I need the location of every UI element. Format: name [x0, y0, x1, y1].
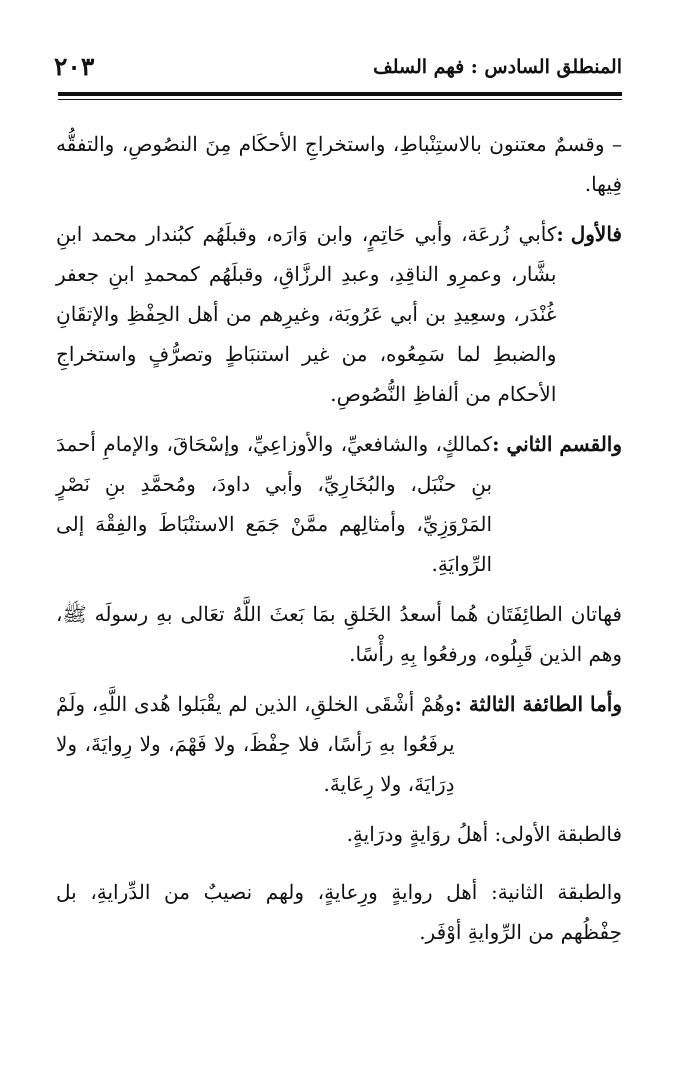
paragraph-second-group-text: كمالكٍ، والشافعيِّ، والأوزاعِيِّ، وإسْحَاقَ، والإمامِ أحمدَ بنِ حنْبَل، والبُخَارِيِّ، وأبي داودَ، ومُحمَّدِ بنِ نَصْرٍ المَرْوَزِيِّ، وأمثالِهم ممَّنْ جَمَع الاستنْبَاطَ والفِقْهَ إلى الرِّوايَةِ.	[56, 432, 493, 576]
paragraph-intro-text: – وقسمٌ معتنون بالاستِنْباطِ، واستخراجِ الأحكَام مِنَ النصُوصِ، والتفقُّه فِيها.	[56, 132, 622, 196]
running-title: المنطلق السادس : فهم السلف	[373, 56, 622, 78]
paragraph-second-group-label: والقسم الثاني :	[492, 432, 622, 456]
paragraph-third-group	[56, 684, 622, 804]
paragraph-second-class-text: والطبقة الثانية: أهل روايةٍ ورِعايةٍ، ولهم نصيبٌ من الدِّرايةِ، بل حِفْظُهم من الرِّوايةِ أوْفَر.	[56, 880, 622, 944]
paragraph-two-groups-text: فهاتان الطائِفَتَان هُما أسعدُ الخَلقِ بمَا بَعثَ اللَّهُ تعَالى بهِ رسولَه ﷺ، وهم الذين قَبِلُوه، ورفعُوا بِهِ رأْسًا.	[56, 602, 622, 666]
paragraph-two-groups	[56, 594, 622, 674]
page-body	[56, 124, 622, 962]
paragraph-first-class	[56, 814, 622, 854]
paragraph-third-group-text: وهُمْ أشْقَى الخلقِ، الذين لم يقْبَلوا هُدى اللَّهِ، ولَمْ يرفَعُوا بهِ رَأسًا، فلا حِفْظَ، ولا فَهْمَ، ولا رِوايَةَ، ولا دِرَايَةَ، ولا رِعَايةَ.	[56, 692, 455, 796]
paragraph-intro	[56, 124, 622, 204]
paragraph-second-class	[56, 872, 622, 952]
paragraph-first-group	[56, 214, 622, 414]
paragraph-second-group	[56, 424, 622, 584]
paragraph-third-group-label: وأما الطائفة الثالثة :	[454, 692, 622, 716]
paragraph-first-group-text: كأبي زُرعَة، وأبي حَاتِمٍ، وابن وَارَه، وقبلَهُم كبُندار محمد ابنِ بشَّار، وعمرِو الناقِدِ، وعبدِ الرزَّاقِ، وقبلَهُم كمحمدِ ابنِ جعفر غُنْدَر، وسعِيدِ بن أبي عَرُوبَة، وغيرِهم من أهل الحِفْظِ والإتقَانِ والضبطِ لما سَمِعُوه، من غير استنبَاطٍ وتصرُّفٍ واستخراجِ الأحكام من ألفاظِ النُّصُوصِ.	[56, 222, 557, 406]
page-number: ٢٠٣	[54, 52, 95, 81]
page-header	[44, 52, 636, 86]
paragraph-first-group-label: فالأول :	[556, 222, 622, 246]
header-rule-thin	[58, 99, 622, 100]
header-rule-thick	[58, 92, 622, 96]
paragraph-first-class-text: فالطبقة الأولى: أهلُ روَايةٍ ودرَايةٍ.	[346, 822, 622, 846]
